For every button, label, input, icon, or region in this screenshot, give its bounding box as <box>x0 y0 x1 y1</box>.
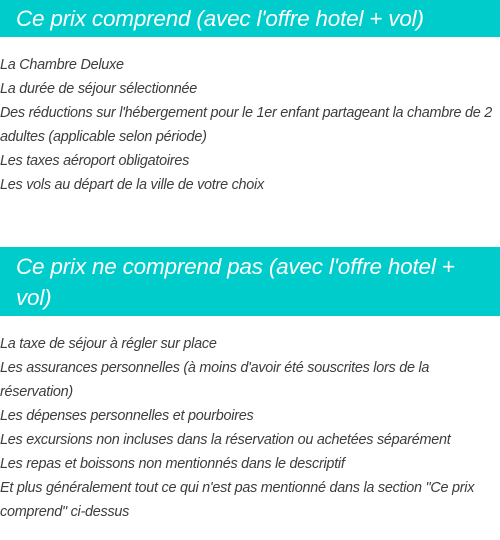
excluded-section-title: Ce prix ne comprend pas (avec l'offre hotel + vol) <box>0 247 500 316</box>
included-item: La durée de séjour sélectionnée <box>0 81 198 97</box>
excluded-item: Les dépenses personnelles et pourboires <box>0 408 254 424</box>
excluded-item: Les repas et boissons non mentionnés dans le descriptif <box>0 456 345 472</box>
included-items-list <box>0 53 500 197</box>
included-item: Des réductions sur l'hébergement pour le 1er enfant partageant la chambre de 2 adultes (applicable selon période) <box>0 105 493 145</box>
included-item: La Chambre Deluxe <box>0 57 124 73</box>
excluded-item: Et plus généralement tout ce qui n'est pas mentionné dans la section "Ce prix comprend" ci-dessus <box>0 480 475 520</box>
excluded-items-list <box>0 332 500 524</box>
included-item: Les taxes aéroport obligatoires <box>0 153 190 169</box>
excluded-item: Les assurances personnelles (à moins d'avoir été souscrites lors de la réservation) <box>0 360 430 400</box>
included-section-title: Ce prix comprend (avec l'offre hotel + vol) <box>0 0 500 37</box>
included-item: Les vols au départ de la ville de votre choix <box>0 177 264 193</box>
excluded-item: Les excursions non incluses dans la réservation ou achetées séparément <box>0 432 451 448</box>
excluded-item: La taxe de séjour à régler sur place <box>0 336 217 352</box>
